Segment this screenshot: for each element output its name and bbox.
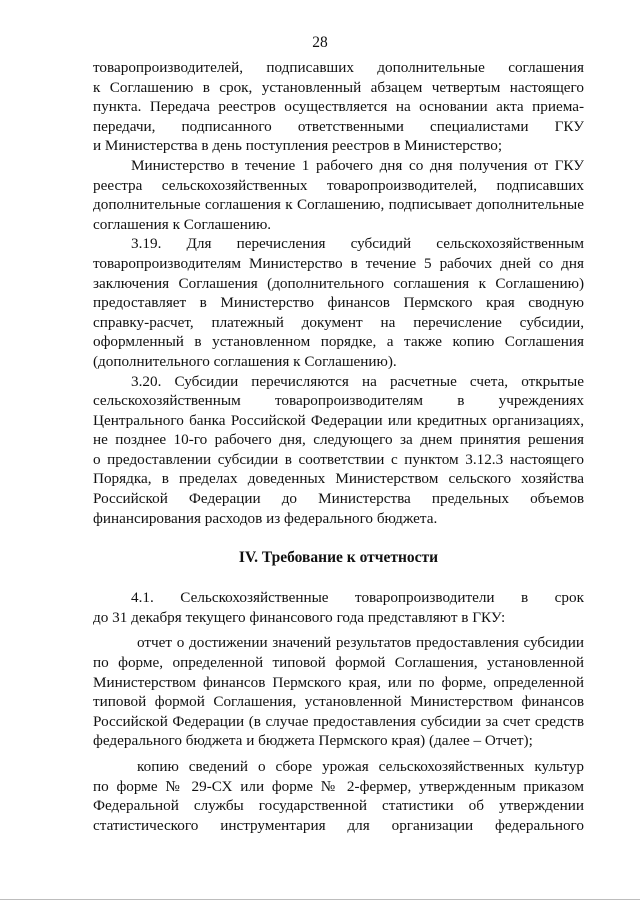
text-line: финансирования расходов из федерального бюджета. [93, 509, 438, 527]
scan-bottom-edge [0, 899, 640, 900]
text-line: Федеральной службы государственной статистики об утверждении [93, 797, 584, 815]
text-line: справку-расчет, платежный документ на перечисление субсидии, [93, 313, 584, 331]
text-line: передачи, подписанного ответственными специалистами ГКУ [93, 117, 584, 135]
text-line: товаропроизводителям Министерство в течение 5 рабочих дней со дня [93, 254, 584, 272]
text-line: и Министерства в день поступления реестров в Министерство; [93, 137, 503, 155]
text-line: Министерством финансов Пермского края, или по форме, определенной [93, 673, 584, 691]
text-line: товаропроизводителей, подписавших дополнительные соглашения [93, 59, 584, 76]
paragraph-3-20 [93, 372, 584, 529]
text-line: статистического инструментария для организации федерального [93, 816, 584, 834]
text-line: до 31 декабря текущего финансового года представляют в ГКУ: [93, 608, 506, 626]
text-line: федерального бюджета и бюджета Пермского края) (далее – Отчет); [93, 732, 533, 750]
paragraph-3-19 [93, 234, 584, 371]
text-line: Центрального банка Российской Федерации или кредитных организациях, [93, 411, 584, 429]
section-heading: IV. Требование к отчетности [238, 549, 439, 567]
text-line: предоставляет в Министерство финансов Пермского края сводную [93, 294, 584, 312]
page-number: 28 [312, 34, 328, 51]
text-line: копию сведений о сборе урожая сельскохозяйственных культур [137, 758, 584, 775]
paragraph-4-1 [93, 588, 584, 627]
text-line: дополнительные соглашения к Соглашению, подписывает дополнительные [93, 196, 584, 214]
text-line: о предоставлении субсидии в соответствии с пунктом 3.12.3 настоящего [93, 450, 584, 468]
text-line: Порядка, в пределах доведенных Министерством сельского хозяйства [93, 470, 584, 488]
paragraph-harvest-copy [93, 757, 584, 835]
text-line: типовой формой Соглашения, установленной Министерством финансов [93, 693, 584, 711]
text-line: заключения Соглашения (дополнительного соглашения к Соглашению) [93, 274, 584, 292]
text-line: Российской Федерации (в случае предоставления субсидии за счет средств [93, 712, 584, 730]
text-line: соглашения к Соглашению. [93, 215, 272, 233]
document-body [93, 58, 584, 835]
text-line: (дополнительного соглашения к Соглашению). [93, 352, 397, 370]
paragraph-registry-transfer [93, 58, 584, 156]
text-line: сельскохозяйственным товаропроизводителям в учреждениях [93, 392, 584, 410]
text-line: пункта. Передача реестров осуществляется на основании акта приема- [93, 98, 584, 116]
text-line: реестра сельскохозяйственных товаропроизводителей, подписавших [93, 176, 584, 194]
text-line: не позднее 10-го рабочего дня, следующего за днем принятия решения [93, 431, 584, 449]
paragraph-ministry-signs [93, 156, 584, 234]
text-line: 3.19. Для перечисления субсидий сельскохозяйственным [131, 235, 584, 253]
text-line: к Соглашению в срок, установленный абзацем четвертым настоящего [93, 78, 584, 96]
text-line: по форме № 29-СХ или форме № 2-фермер, утвержденным приказом [93, 777, 584, 795]
text-line: 4.1. Сельскохозяйственные товаропроизводители в срок [131, 589, 584, 607]
text-line: 3.20. Субсидии перечисляются на расчетные счета, открытые [131, 372, 584, 390]
text-line: отчет о достижении значений результатов предоставления субсидии [137, 634, 584, 652]
text-line: Российской Федерации до Министерства предельных объемов [93, 490, 584, 508]
paragraph-report [93, 633, 584, 751]
text-line: оформленный в установленном порядке, а также копию Соглашения [93, 333, 584, 351]
text-line: по форме, определенной типовой формой Соглашения, установленной [93, 654, 584, 672]
text-line: Министерство в течение 1 рабочего дня со дня получения от ГКУ [131, 156, 584, 174]
